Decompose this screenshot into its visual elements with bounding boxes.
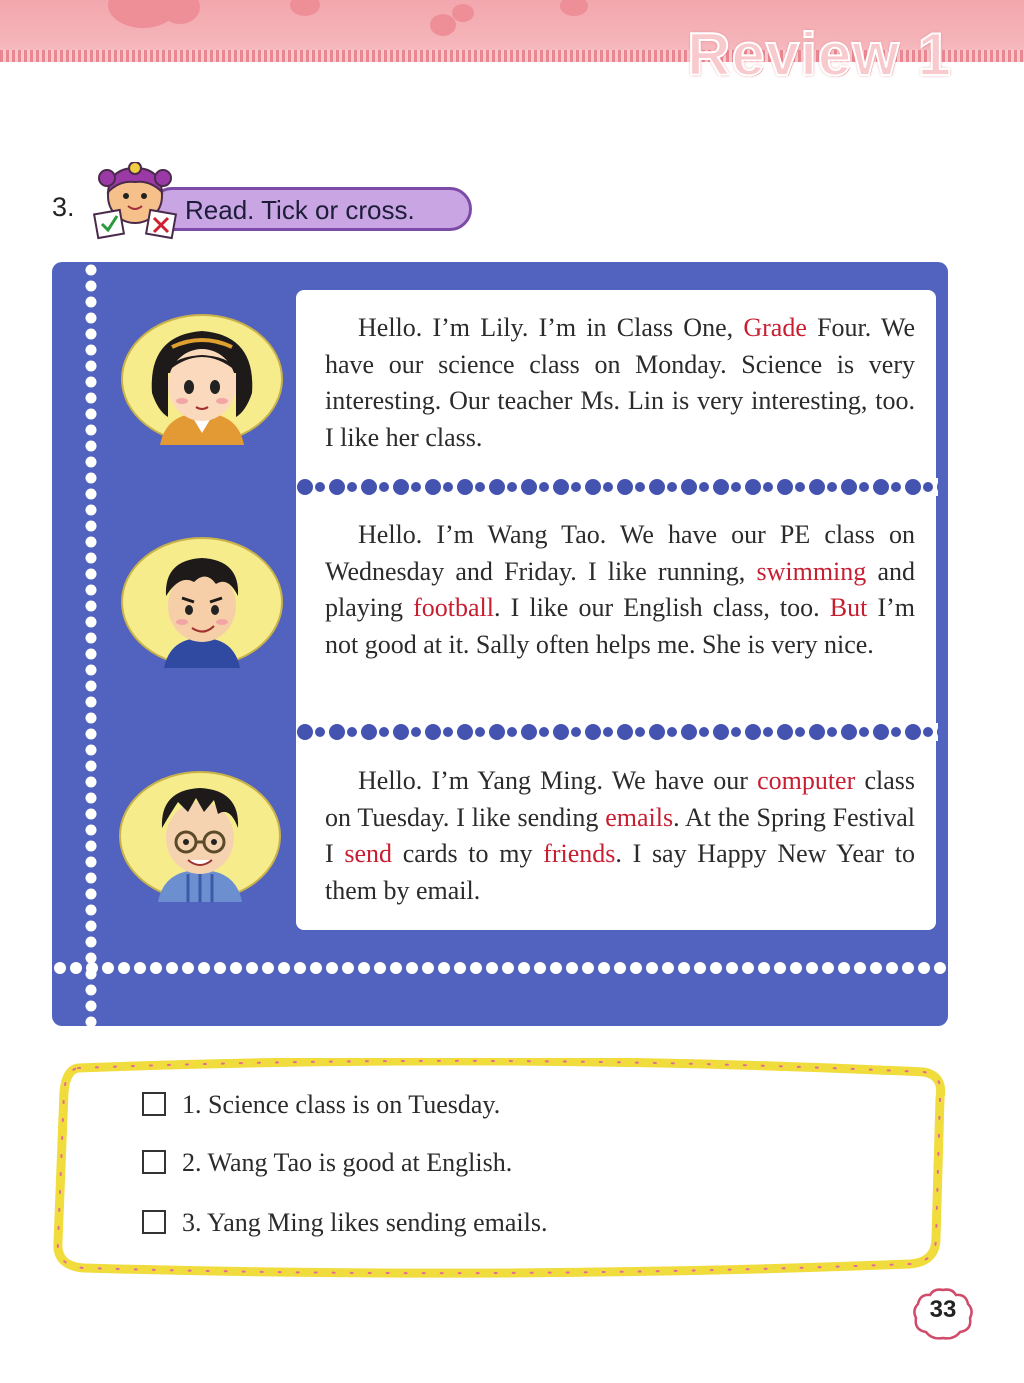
passage-lily bbox=[325, 310, 915, 456]
heart-decoration-icon bbox=[430, 14, 456, 36]
girl-lily-icon bbox=[120, 313, 284, 445]
question-text: 2. Wang Tao is good at English. bbox=[182, 1148, 513, 1177]
question-item bbox=[142, 1148, 512, 1178]
question-item bbox=[142, 1090, 500, 1120]
passage-text: . I like our English class, too. bbox=[493, 593, 830, 622]
dot-border-vertical bbox=[80, 262, 102, 1026]
mascot-tick-cross-icon bbox=[90, 162, 180, 244]
heart-decoration-icon bbox=[452, 4, 474, 22]
boy-yang-ming-icon bbox=[118, 770, 282, 902]
question-text: 3. Yang Ming likes sending emails. bbox=[182, 1208, 548, 1237]
bead-divider bbox=[296, 478, 938, 496]
keyword: Grade bbox=[743, 313, 807, 342]
page-number: 33 bbox=[929, 1296, 957, 1323]
heart-decoration-icon bbox=[290, 0, 320, 16]
passage-text: Hello. I’m Wang Tao. We have our PE class on Wednesday and Friday. I like running, bbox=[325, 520, 915, 586]
bead-divider bbox=[296, 723, 938, 741]
keyword: send bbox=[344, 839, 393, 868]
passage-text: cards to my bbox=[392, 839, 544, 868]
answer-checkbox[interactable] bbox=[142, 1150, 166, 1174]
keyword: computer bbox=[757, 766, 856, 795]
passage-text: class on Tuesday. I like sending bbox=[325, 766, 915, 832]
answer-checkbox[interactable] bbox=[142, 1092, 166, 1116]
passage-text: and playing bbox=[325, 556, 915, 622]
question-text: 1. Science class is on Tuesday. bbox=[182, 1090, 501, 1119]
passage-text: . At the Spring Festival I bbox=[325, 802, 915, 868]
passage-text: Four. We have our science class on Monday. Science is very interesting. Our teacher Ms. Lin is very interesting, too. I like her class. bbox=[325, 313, 915, 452]
keyword: friends bbox=[543, 839, 616, 868]
task-number: 3. bbox=[52, 192, 75, 222]
task-instruction: Read. Tick or cross. bbox=[185, 195, 415, 225]
page-title: Review 1 bbox=[687, 21, 952, 88]
passage-text: Hello. I’m Yang Ming. We have our bbox=[358, 766, 758, 795]
boy-wang-tao-icon bbox=[120, 536, 284, 668]
dot-border-horizontal bbox=[52, 958, 948, 978]
keyword: emails bbox=[605, 802, 674, 832]
passage-text: Hello. I’m Lily. I’m in Class One, bbox=[358, 313, 744, 342]
answer-checkbox[interactable] bbox=[142, 1210, 166, 1234]
heart-decoration-icon bbox=[560, 0, 588, 16]
keyword: But bbox=[829, 593, 868, 622]
passage-wang-tao bbox=[325, 517, 915, 663]
passage-text: . I say Happy New Year to them by email. bbox=[325, 839, 915, 905]
passage-yang-ming bbox=[325, 763, 915, 909]
keyword: swimming bbox=[756, 556, 867, 586]
passage-text: I’m not good at it. Sally often helps me. She is very nice. bbox=[325, 593, 915, 659]
keyword: football bbox=[413, 593, 494, 622]
question-item bbox=[142, 1208, 547, 1238]
